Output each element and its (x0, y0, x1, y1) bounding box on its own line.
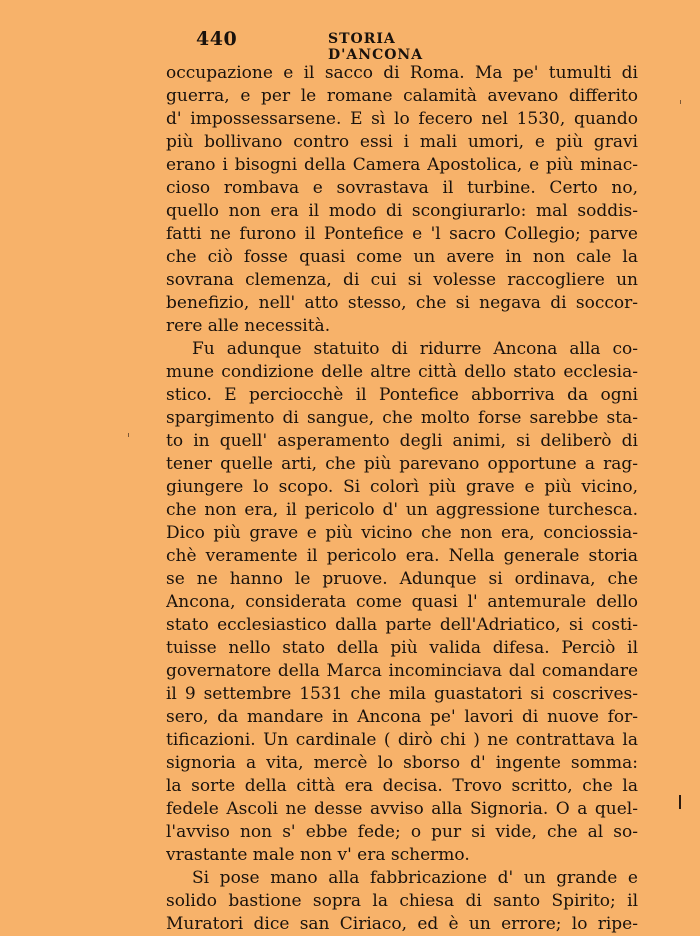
text-line: l'avviso non s' ebbe fede; o pur si vide, che al so- (166, 822, 638, 842)
text-line: erano i bisogni della Camera Apostolica, e più minac- (166, 155, 638, 175)
text-line: fatti ne furono il Pontefice e 'l sacro Collegio; parve (166, 224, 638, 244)
text-line: governatore della Marca incominciava dal comandare (166, 661, 638, 681)
text-line: stato ecclesiastico dalla parte dell'Adriatico, si costi- (166, 615, 638, 635)
text-line: d' impossessarsene. E sì lo fecero nel 1530, quando (166, 109, 638, 129)
text-line: benefizio, nell' atto stesso, che si negava di soccor- (166, 293, 638, 313)
body-text (166, 62, 638, 936)
margin-speck (680, 100, 681, 104)
text-line: il 9 settembre 1531 che mila guastatori si coscrives- (166, 684, 638, 704)
text-line: sero, da mandare in Ancona pe' lavori di nuove for- (166, 707, 638, 727)
text-line: Fu adunque statuito di ridurre Ancona alla co- (192, 339, 638, 359)
text-line: mune condizione delle altre città dello stato ecclesia- (166, 362, 638, 382)
text-line: cioso rombava e sovrastava il turbine. Certo no, (166, 178, 638, 198)
text-line: chè veramente il pericolo era. Nella generale storia (166, 546, 638, 566)
text-line: la sorte della città era decisa. Trovo scritto, che la (166, 776, 638, 796)
text-line: Muratori dice san Ciriaco, ed è un errore; lo ripe- (166, 914, 638, 934)
text-line: occupazione e il sacco di Roma. Ma pe' tumulti di (166, 63, 638, 83)
text-line: signoria a vita, mercè lo sborso d' ingente somma: (166, 753, 638, 773)
running-head: STORIA D'ANCONA (328, 31, 424, 63)
text-line: Dico più grave e più vicino che non era, conciossia- (166, 523, 638, 543)
text-line: tener quelle arti, che più parevano opportune a rag- (166, 454, 638, 474)
text-line: Ancona, considerata come quasi l' antemurale dello (166, 592, 638, 612)
text-line: quello non era il modo di scongiurarlo: mal soddis- (166, 201, 638, 221)
text-line: che non era, il pericolo d' un aggressione turchesca. (166, 500, 638, 520)
text-line: vrastante male non v' era schermo. (166, 845, 470, 865)
text-line: se ne hanno le pruove. Adunque si ordinava, che (166, 569, 638, 589)
text-line: più bollivano contro essi i mali umori, e più gravi (166, 132, 638, 152)
text-line: tificazioni. Un cardinale ( dirò chi ) ne contrattava la (166, 730, 638, 750)
text-line: solido bastione sopra la chiesa di santo Spirito; il (166, 891, 638, 911)
text-line: Si pose mano alla fabbricazione d' un grande e (192, 868, 638, 888)
margin-mark (679, 795, 681, 809)
text-line: tuisse nello stato della più valida difesa. Perciò il (166, 638, 638, 658)
text-line: stico. E perciocchè il Pontefice abborriva da ogni (166, 385, 638, 405)
text-line: giungere lo scopo. Si colorì più grave e più vicino, (166, 477, 638, 497)
page-header (196, 28, 496, 63)
text-line: to in quell' asperamento degli animi, si deliberò di (166, 431, 638, 451)
text-line: fedele Ascoli ne desse avviso alla Signoria. O a quel- (166, 799, 638, 819)
margin-speck (128, 433, 129, 437)
text-line: rere alle necessità. (166, 316, 331, 336)
text-line: guerra, e per le romane calamità avevano differito (166, 86, 638, 106)
text-line: sovrana clemenza, di cui si volesse raccogliere un (166, 270, 638, 290)
page-number: 440 (196, 28, 238, 50)
text-line: spargimento di sangue, che molto forse sarebbe sta- (166, 408, 638, 428)
text-line: che ciò fosse quasi come un avere in non cale la (166, 247, 638, 267)
